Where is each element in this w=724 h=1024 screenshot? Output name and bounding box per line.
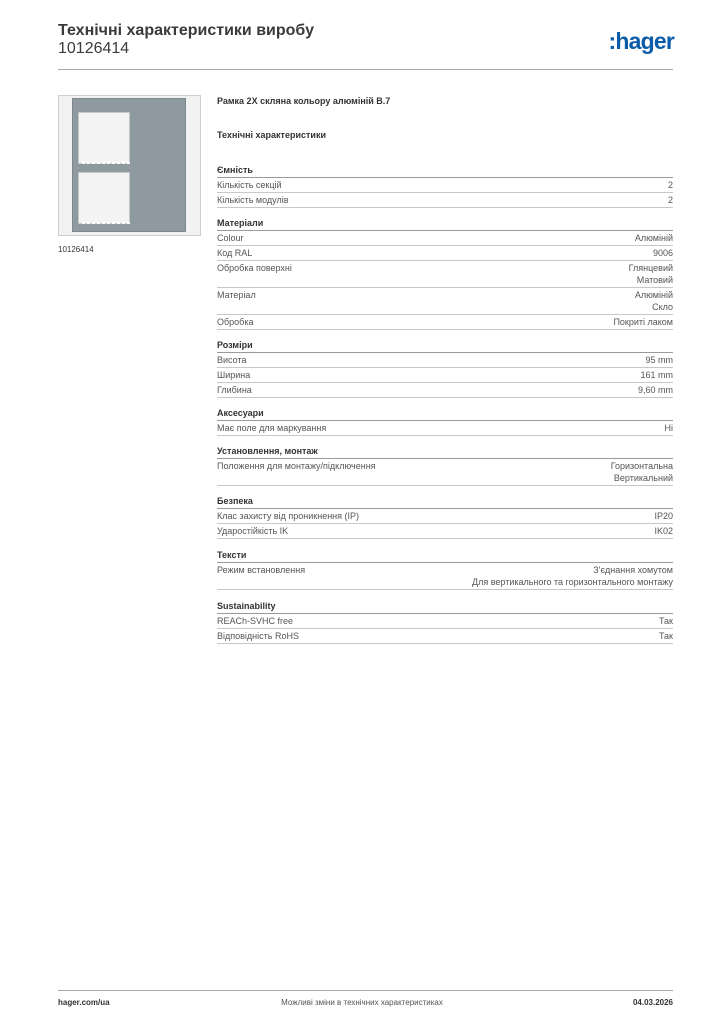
image-caption: 10126414 [58, 245, 94, 254]
product-image [58, 95, 201, 236]
footer-note: Можливі зміни в технічних характеристиках [281, 998, 443, 1007]
spec-label: Кількість секцій [217, 180, 282, 190]
spec-row [217, 368, 673, 383]
spec-values [659, 615, 673, 627]
spec-group [217, 549, 673, 590]
frame-tick [87, 222, 90, 224]
frame-tick [82, 222, 85, 224]
spec-values [629, 262, 673, 286]
spec-row [217, 193, 673, 208]
spec-label: REACh-SVHC free [217, 616, 294, 626]
spec-value: 2 [667, 195, 673, 205]
frame-tick [92, 162, 95, 164]
spec-value: Скло [652, 302, 673, 312]
frame-tick [122, 162, 125, 164]
spec-label: Код RAL [217, 248, 253, 258]
spec-group [217, 164, 673, 208]
frame-tick [117, 222, 120, 224]
spec-values [472, 564, 673, 588]
spec-value: Ні [664, 423, 673, 433]
spec-label: Ударостійкість IK [217, 526, 289, 536]
spec-value: 161 mm [640, 370, 673, 380]
page-header [58, 20, 674, 70]
spec-value: Алюміній [634, 233, 673, 243]
spec-label: Глибина [217, 385, 252, 395]
spec-row [217, 421, 673, 436]
spec-group-title: Матеріали [217, 217, 673, 231]
product-name: Рамка 2Х скляна кольору алюміній В.7 [217, 96, 391, 106]
spec-label: Клас захисту від проникнення (IP) [217, 511, 360, 521]
spec-label: Матеріал [217, 290, 256, 300]
spec-group [217, 445, 673, 486]
spec-group [217, 407, 673, 436]
spec-row [217, 353, 673, 368]
spec-values [654, 510, 673, 522]
spec-row [217, 178, 673, 193]
spec-values [668, 194, 673, 206]
footer-divider [58, 990, 673, 991]
spec-value: Покриті лаком [613, 317, 673, 327]
spec-value: Горизонтальна [610, 461, 673, 471]
spec-group [217, 495, 673, 539]
product-code: 10126414 [58, 40, 130, 57]
frame-tick [127, 222, 130, 224]
spec-label: Висота [217, 355, 247, 365]
spec-label: Кількість модулів [217, 195, 289, 205]
spec-value: 95 mm [645, 355, 673, 365]
spec-row [217, 231, 673, 246]
spec-value: Глянцевий [628, 263, 673, 273]
spec-row [217, 563, 673, 590]
frame-tick [127, 162, 130, 164]
spec-group-title: Безпека [217, 495, 673, 509]
frame-tick [87, 162, 90, 164]
frame-tick [102, 162, 105, 164]
frame-tick [97, 222, 100, 224]
spec-values [645, 354, 673, 366]
spec-values [665, 422, 674, 434]
spec-group [217, 339, 673, 398]
spec-value: Матовий [636, 275, 673, 285]
spec-value: З'єднання хомутом [593, 565, 673, 575]
spec-values [635, 289, 673, 313]
frame-tick [102, 222, 105, 224]
spec-row [217, 524, 673, 539]
frame-tick [117, 162, 120, 164]
spec-value: IP20 [654, 511, 673, 521]
spec-value: IK02 [654, 526, 673, 536]
spec-label: Режим встановлення [217, 565, 306, 575]
frame-tick [92, 222, 95, 224]
frame-opening-bottom [78, 172, 130, 224]
spec-row [217, 629, 673, 644]
spec-values [653, 247, 673, 259]
spec-group-title: Установлення, монтаж [217, 445, 673, 459]
spec-value: Алюміній [634, 290, 673, 300]
spec-label: Має поле для маркування [217, 423, 327, 433]
spec-value: 9006 [652, 248, 673, 258]
spec-group [217, 600, 673, 644]
document-title: Технічні характеристики виробу [58, 22, 314, 39]
spec-values [611, 460, 673, 484]
header-divider [58, 69, 673, 70]
spec-values [613, 316, 673, 328]
spec-label: Відповідність RoHS [217, 631, 299, 641]
spec-row [217, 246, 673, 261]
frame-tick [122, 222, 125, 224]
spec-label: Положення для монтажу/підключення [217, 461, 376, 471]
footer-date: 04.03.2026 [632, 998, 673, 1007]
footer-website: hager.com/ua [58, 998, 110, 1007]
spec-group [217, 217, 673, 330]
spec-label: Обробка [217, 317, 254, 327]
frame-tick [97, 162, 100, 164]
spec-table [217, 155, 673, 644]
spec-value: Так [658, 631, 673, 641]
frame-opening-top [78, 112, 130, 164]
spec-values [659, 630, 673, 642]
frame-tick [112, 222, 115, 224]
hager-logo: :hager [608, 28, 674, 54]
frame-tick [112, 162, 115, 164]
spec-values [640, 369, 673, 381]
spec-value: Так [658, 616, 673, 626]
spec-values [668, 179, 673, 191]
spec-row [217, 459, 673, 486]
spec-group-title: Ємність [217, 164, 673, 178]
spec-group-title: Тексти [217, 549, 673, 563]
specs-heading: Технічні характеристики [217, 130, 326, 140]
frame-tick [82, 162, 85, 164]
frame-tick [107, 162, 110, 164]
spec-value: Для вертикального та горизонтального монтажу [471, 577, 673, 587]
spec-values [638, 384, 673, 396]
spec-value: 2 [667, 180, 673, 190]
spec-group-title: Sustainability [217, 600, 673, 614]
spec-values [635, 232, 673, 244]
spec-row [217, 509, 673, 524]
spec-label: Обробка поверхні [217, 263, 292, 273]
spec-row [217, 261, 673, 288]
spec-row [217, 288, 673, 315]
spec-label: Colour [217, 233, 244, 243]
spec-group-title: Розміри [217, 339, 673, 353]
spec-row [217, 614, 673, 629]
spec-values [654, 525, 673, 537]
spec-group-title: Аксесуари [217, 407, 673, 421]
spec-value: Вертикальний [613, 473, 673, 483]
spec-row [217, 315, 673, 330]
frame-plate [72, 98, 186, 232]
spec-value: 9,60 mm [637, 385, 673, 395]
spec-label: Ширина [217, 370, 251, 380]
spec-row [217, 383, 673, 398]
frame-tick [107, 222, 110, 224]
